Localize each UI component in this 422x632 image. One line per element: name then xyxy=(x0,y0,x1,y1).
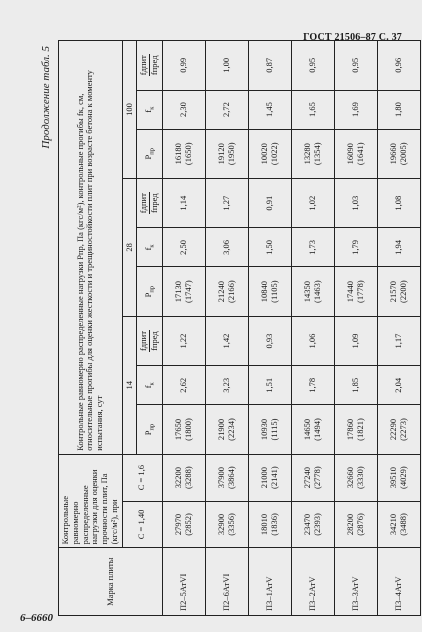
cell-f28: 1,79 xyxy=(334,228,377,267)
continuation-label: Продолжение табл. 5 xyxy=(40,46,52,149)
cell-p28: 14350 (1463) xyxy=(291,267,334,316)
cell-c16: 21000 (2141) xyxy=(248,454,291,501)
deflection-load-table xyxy=(58,40,421,616)
table-row xyxy=(248,41,291,616)
p-header-14: $P_{пр}$ xyxy=(137,405,163,454)
table-row xyxy=(377,41,420,616)
cell-f100: 1,69 xyxy=(334,90,377,129)
f-header-28: $f_к$ xyxy=(137,228,163,267)
cell-c16: 32200 (3288) xyxy=(162,454,205,501)
cell-f28: 2,50 xyxy=(162,228,205,267)
cell-c16: 39510 (4029) xyxy=(377,454,420,501)
cell-c140: 32900 (3356) xyxy=(205,501,248,548)
p-header-100: $P_{пр}$ xyxy=(137,129,163,178)
ratio-header-14: fдпит fпред xyxy=(137,316,163,365)
cell-p100: 19660 (2005) xyxy=(377,129,420,178)
row-mark: П2–6АтVI xyxy=(205,548,248,616)
age-100-header: 100 xyxy=(122,41,137,179)
table-stage xyxy=(40,40,408,616)
cell-r28: 1,02 xyxy=(291,178,334,227)
cell-r14: 1,22 xyxy=(162,316,205,365)
cell-r100: 0,95 xyxy=(291,41,334,91)
cell-p28: 21570 (2200) xyxy=(377,267,420,316)
cell-r100: 0,95 xyxy=(334,41,377,91)
cell-p100: 16090 (1641) xyxy=(334,129,377,178)
table-row xyxy=(334,41,377,616)
row-mark: П3–1АтV xyxy=(248,548,291,616)
cell-p14: 17650 (1800) xyxy=(162,405,205,454)
cell-r28: 1,03 xyxy=(334,178,377,227)
row-mark: П3–4АтV xyxy=(377,548,420,616)
cell-p28: 17130 (1747) xyxy=(162,267,205,316)
cell-p14: 22290 (2273) xyxy=(377,405,420,454)
cell-p28: 21240 (2166) xyxy=(205,267,248,316)
cell-f14: 2,04 xyxy=(377,366,420,405)
header-row-1 xyxy=(59,41,123,616)
cell-f14: 2,62 xyxy=(162,366,205,405)
ratio-header-28: fдпит fпред xyxy=(137,178,163,227)
cell-f100: 2,72 xyxy=(205,90,248,129)
f-header-100: $f_к$ xyxy=(137,90,163,129)
cell-c140: 23470 (2393) xyxy=(291,501,334,548)
f-header-14: $f_к$ xyxy=(137,366,163,405)
cell-r28: 0,91 xyxy=(248,178,291,227)
cell-f14: 3,23 xyxy=(205,366,248,405)
table-row xyxy=(162,41,205,616)
cell-c16: 32660 (3330) xyxy=(334,454,377,501)
col-c140-header: C = 1,40 xyxy=(122,501,162,548)
cell-p14: 17860 (1821) xyxy=(334,405,377,454)
col-deflection-header: Контрольные равномерно распределенные нагрузки Pпр, Па (кгс/м²), контрольные прогибы fк, см, относительные прогибы для оценки жесткости и трещиностойкости плит при возрасте бетона к моменту испытания, сут xyxy=(59,41,123,455)
cell-r100: 0,87 xyxy=(248,41,291,91)
cell-r14: 0,93 xyxy=(248,316,291,365)
cell-c140: 34210 (3488) xyxy=(377,501,420,548)
page-number: 6–6660 xyxy=(20,612,53,624)
cell-p14: 21900 (2234) xyxy=(205,405,248,454)
cell-r14: 1,09 xyxy=(334,316,377,365)
cell-r14: 1,42 xyxy=(205,316,248,365)
cell-r14: 1,06 xyxy=(291,316,334,365)
cell-f14: 1,51 xyxy=(248,366,291,405)
cell-r100: 0,99 xyxy=(162,41,205,91)
cell-f100: 1,80 xyxy=(377,90,420,129)
col-mark-header: Марка плиты xyxy=(59,548,163,616)
cell-f28: 1,50 xyxy=(248,228,291,267)
col-c16-header: C = 1,6 xyxy=(122,454,162,501)
row-mark: П3–3АтV xyxy=(334,548,377,616)
cell-c16: 37900 (3864) xyxy=(205,454,248,501)
cell-f100: 2,30 xyxy=(162,90,205,129)
cell-f28: 3,06 xyxy=(205,228,248,267)
cell-r28: 1,08 xyxy=(377,178,420,227)
table-row xyxy=(291,41,334,616)
header-row-2 xyxy=(122,41,137,616)
standard-header: ГОСТ 21506–87 С. 37 xyxy=(303,32,402,43)
cell-c140: 27970 (2852) xyxy=(162,501,205,548)
cell-r100: 1,00 xyxy=(205,41,248,91)
cell-r14: 1,17 xyxy=(377,316,420,365)
cell-p100: 10020 (1022) xyxy=(248,129,291,178)
cell-r28: 1,27 xyxy=(205,178,248,227)
age-28-header: 28 xyxy=(122,178,137,316)
cell-f28: 1,73 xyxy=(291,228,334,267)
rotated-table-wrapper xyxy=(40,40,408,616)
cell-p100: 13280 (1354) xyxy=(291,129,334,178)
p-header-28: $P_{пр}$ xyxy=(137,267,163,316)
cell-c16: 27240 (2778) xyxy=(291,454,334,501)
cell-p100: 19120 (1950) xyxy=(205,129,248,178)
cell-p14: 10930 (1115) xyxy=(248,405,291,454)
cell-f100: 1,65 xyxy=(291,90,334,129)
cell-p14: 14650 (1494) xyxy=(291,405,334,454)
cell-r100: 0,96 xyxy=(377,41,420,91)
cell-c140: 18010 (1836) xyxy=(248,501,291,548)
row-mark: П2–5АтVI xyxy=(162,548,205,616)
ratio-header-100: fдпит fпред xyxy=(137,41,163,91)
cell-f14: 1,78 xyxy=(291,366,334,405)
cell-f28: 1,94 xyxy=(377,228,420,267)
table-row xyxy=(205,41,248,616)
cell-f100: 1,45 xyxy=(248,90,291,129)
cell-f14: 1,85 xyxy=(334,366,377,405)
row-mark: П3–2АтV xyxy=(291,548,334,616)
cell-p28: 17440 (1778) xyxy=(334,267,377,316)
cell-p100: 16180 (1650) xyxy=(162,129,205,178)
cell-c140: 28200 (2876) xyxy=(334,501,377,548)
cell-r28: 1,14 xyxy=(162,178,205,227)
age-14-header: 14 xyxy=(122,316,137,454)
cell-p28: 10840 (1105) xyxy=(248,267,291,316)
col-control-load-header: Контрольные равномерно распределенные нагрузки для оценки прочности плит, Па (кгс/м²), при xyxy=(59,454,123,548)
